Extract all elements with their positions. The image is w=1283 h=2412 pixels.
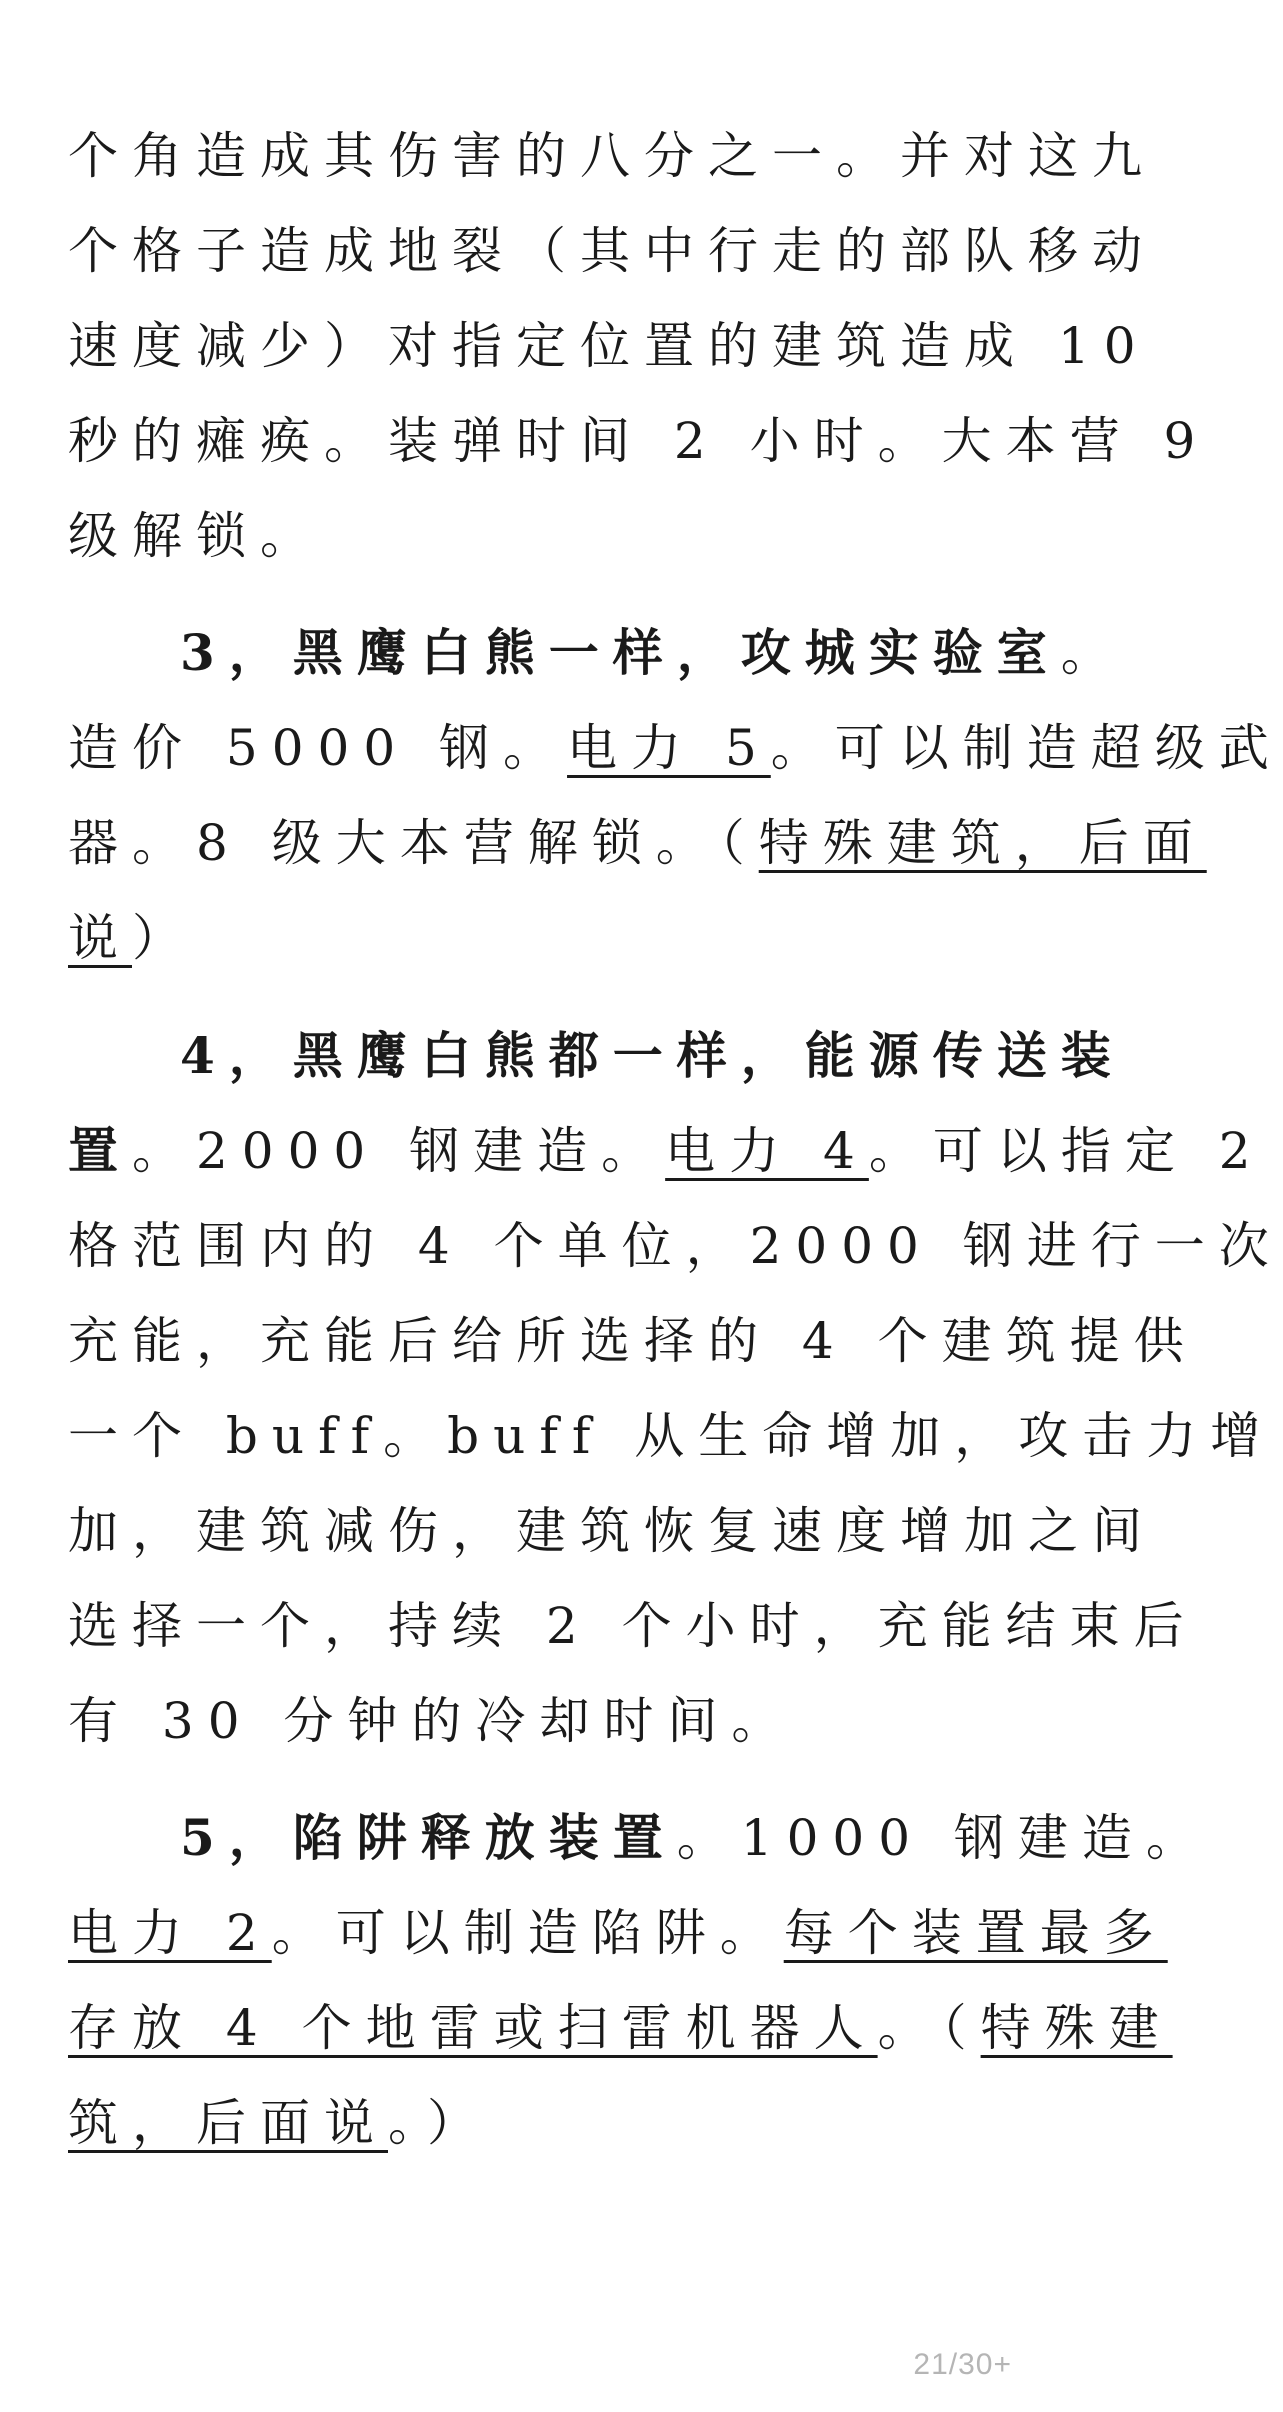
text-segment: 。可以制造超级武 bbox=[770, 719, 1283, 777]
text-segment: 造价 5000 钢。 bbox=[68, 719, 568, 777]
text-segment: 格范围内的 4 个单位，2000 钢进行一次 bbox=[68, 1217, 1283, 1275]
underlined-text: 每个装置最多 bbox=[783, 1904, 1168, 1962]
text-segment: 。2000 钢建造。 bbox=[132, 1122, 666, 1180]
text-segment: 级解锁。 bbox=[68, 507, 324, 565]
text-line bbox=[68, 1578, 1198, 1674]
text-line bbox=[68, 298, 1150, 394]
underlined-text: 说 bbox=[68, 909, 132, 967]
underlined-text: 存放 4 个地雷或扫雷机器人 bbox=[68, 1999, 878, 2057]
text-segment: 个格子造成地裂（其中行走的部队移动 bbox=[68, 222, 1156, 280]
text-line bbox=[68, 1885, 1168, 1981]
text-line bbox=[180, 1790, 1210, 1886]
text-segment: 。） bbox=[388, 2094, 491, 2152]
text-segment: 器。8 级大本营解锁。（ bbox=[68, 814, 759, 872]
text-line bbox=[68, 700, 1283, 796]
underlined-text: 特殊建筑，后面 bbox=[758, 814, 1207, 872]
text-line bbox=[68, 203, 1156, 299]
text-line bbox=[68, 2075, 1012, 2171]
text-line bbox=[68, 795, 1207, 891]
bold-heading-text: 5，陷阱释放装置 bbox=[180, 1808, 677, 1867]
text-segment: 。 bbox=[1060, 624, 1125, 682]
text-line bbox=[68, 1980, 1173, 2076]
text-segment: 。可以指定 2 bbox=[868, 1122, 1265, 1180]
bold-heading-text: 3，黑鹰白熊一样，攻城实验室 bbox=[180, 623, 1061, 682]
text-line bbox=[68, 890, 1012, 986]
bold-heading-text: 置 bbox=[68, 1121, 132, 1180]
text-segment: ） bbox=[132, 909, 196, 967]
text-line bbox=[68, 1483, 1156, 1579]
underlined-text: 电力 5 bbox=[567, 719, 771, 777]
text-segment: 秒的瘫痪。装弹时间 2 小时。大本营 9 bbox=[68, 412, 1210, 470]
text-segment: 。可以制造陷阱。 bbox=[271, 1904, 784, 1962]
text-line bbox=[68, 108, 1156, 204]
text-segment: 一个 buff。buff 从生命增加，攻击力增 bbox=[68, 1407, 1275, 1465]
text-segment: 有 30 分钟的冷却时间。 bbox=[68, 1692, 796, 1750]
text-line bbox=[180, 1008, 1125, 1104]
page-number: 21/30+ bbox=[913, 2348, 1012, 2381]
text-segment: 速度减少）对指定位置的建筑造成 10 bbox=[68, 317, 1150, 375]
text-line bbox=[68, 1388, 1275, 1484]
text-line bbox=[68, 1673, 1012, 1769]
text-segment: 。1000 钢建造。 bbox=[676, 1809, 1210, 1867]
text-segment: 加，建筑减伤，建筑恢复速度增加之间 bbox=[68, 1502, 1156, 1560]
text-segment: 选择一个，持续 2 个小时，充能结束后 bbox=[68, 1597, 1198, 1655]
bold-heading-text: 4，黑鹰白熊都一样，能源传送装 bbox=[180, 1026, 1125, 1085]
text-line bbox=[180, 605, 1125, 701]
text-line bbox=[68, 393, 1210, 489]
underlined-text: 特殊建 bbox=[980, 1999, 1173, 2057]
underlined-text: 电力 2 bbox=[68, 1904, 272, 1962]
text-line bbox=[68, 1198, 1283, 1294]
text-line bbox=[68, 1293, 1198, 1389]
text-segment: 。（ bbox=[877, 1999, 981, 2057]
text-line bbox=[68, 1103, 1265, 1199]
text-segment: 个角造成其伤害的八分之一。并对这九 bbox=[68, 127, 1156, 185]
underlined-text: 筑，后面说 bbox=[68, 2094, 388, 2152]
text-segment: 充能，充能后给所选择的 4 个建筑提供 bbox=[68, 1312, 1198, 1370]
underlined-text: 电力 4 bbox=[665, 1122, 869, 1180]
text-line bbox=[68, 488, 1012, 584]
